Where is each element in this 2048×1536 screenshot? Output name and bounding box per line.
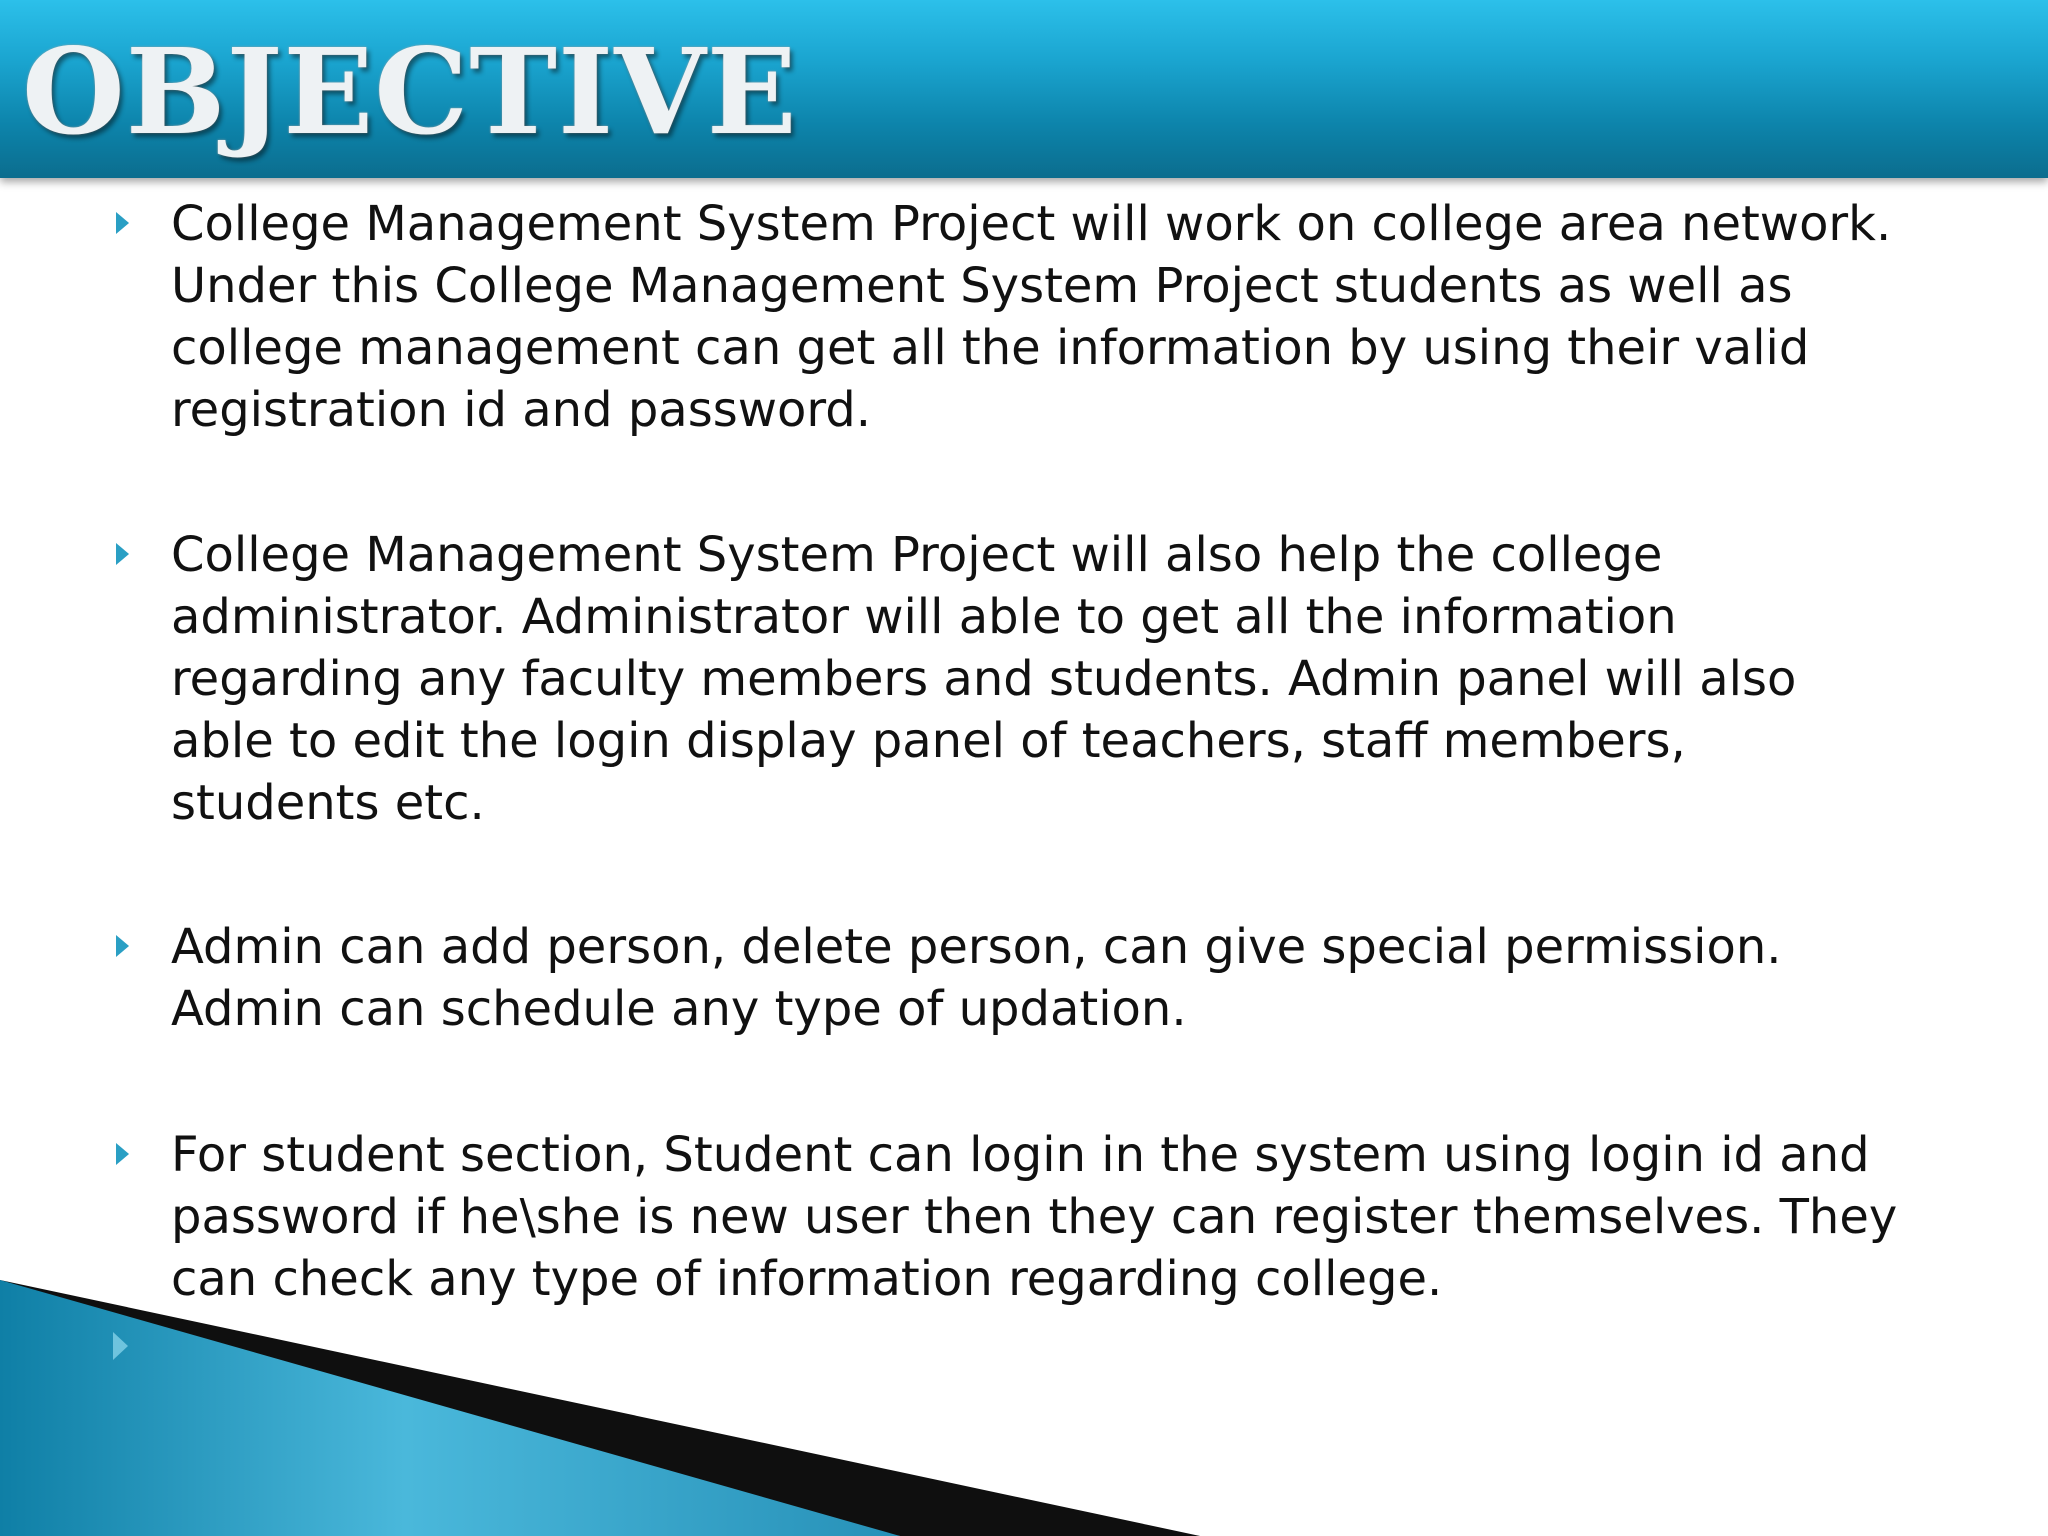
bullet-arrow-icon xyxy=(116,212,129,234)
bullet-text: Admin can add person, delete person, can give special permission. Admin can schedule any type of updation. xyxy=(171,919,1782,1037)
bullet-arrow-icon xyxy=(116,935,129,957)
bullet-text: College Management System Project will also help the college administrator. Administrator will able to get all the information regarding any faculty members and students. Admin panel will also able to edit the login display panel of teachers, staff members, students etc. xyxy=(171,527,1797,831)
bullet-text: College Management System Project will work on college area network. Under this College Management System Project students as well as college management can get all the information by using their valid registration id and password. xyxy=(171,196,1892,438)
bullet-arrow-icon xyxy=(116,543,129,565)
slide-title: OBJECTIVE xyxy=(22,22,798,161)
footer-swoosh xyxy=(0,1280,2048,1536)
bullet-text: For student section, Student can login in the system using login id and password if he\she is new user then they can register themselves. They can check any type of information regarding college. xyxy=(171,1127,1898,1307)
bullet-arrow-icon xyxy=(116,1143,129,1165)
